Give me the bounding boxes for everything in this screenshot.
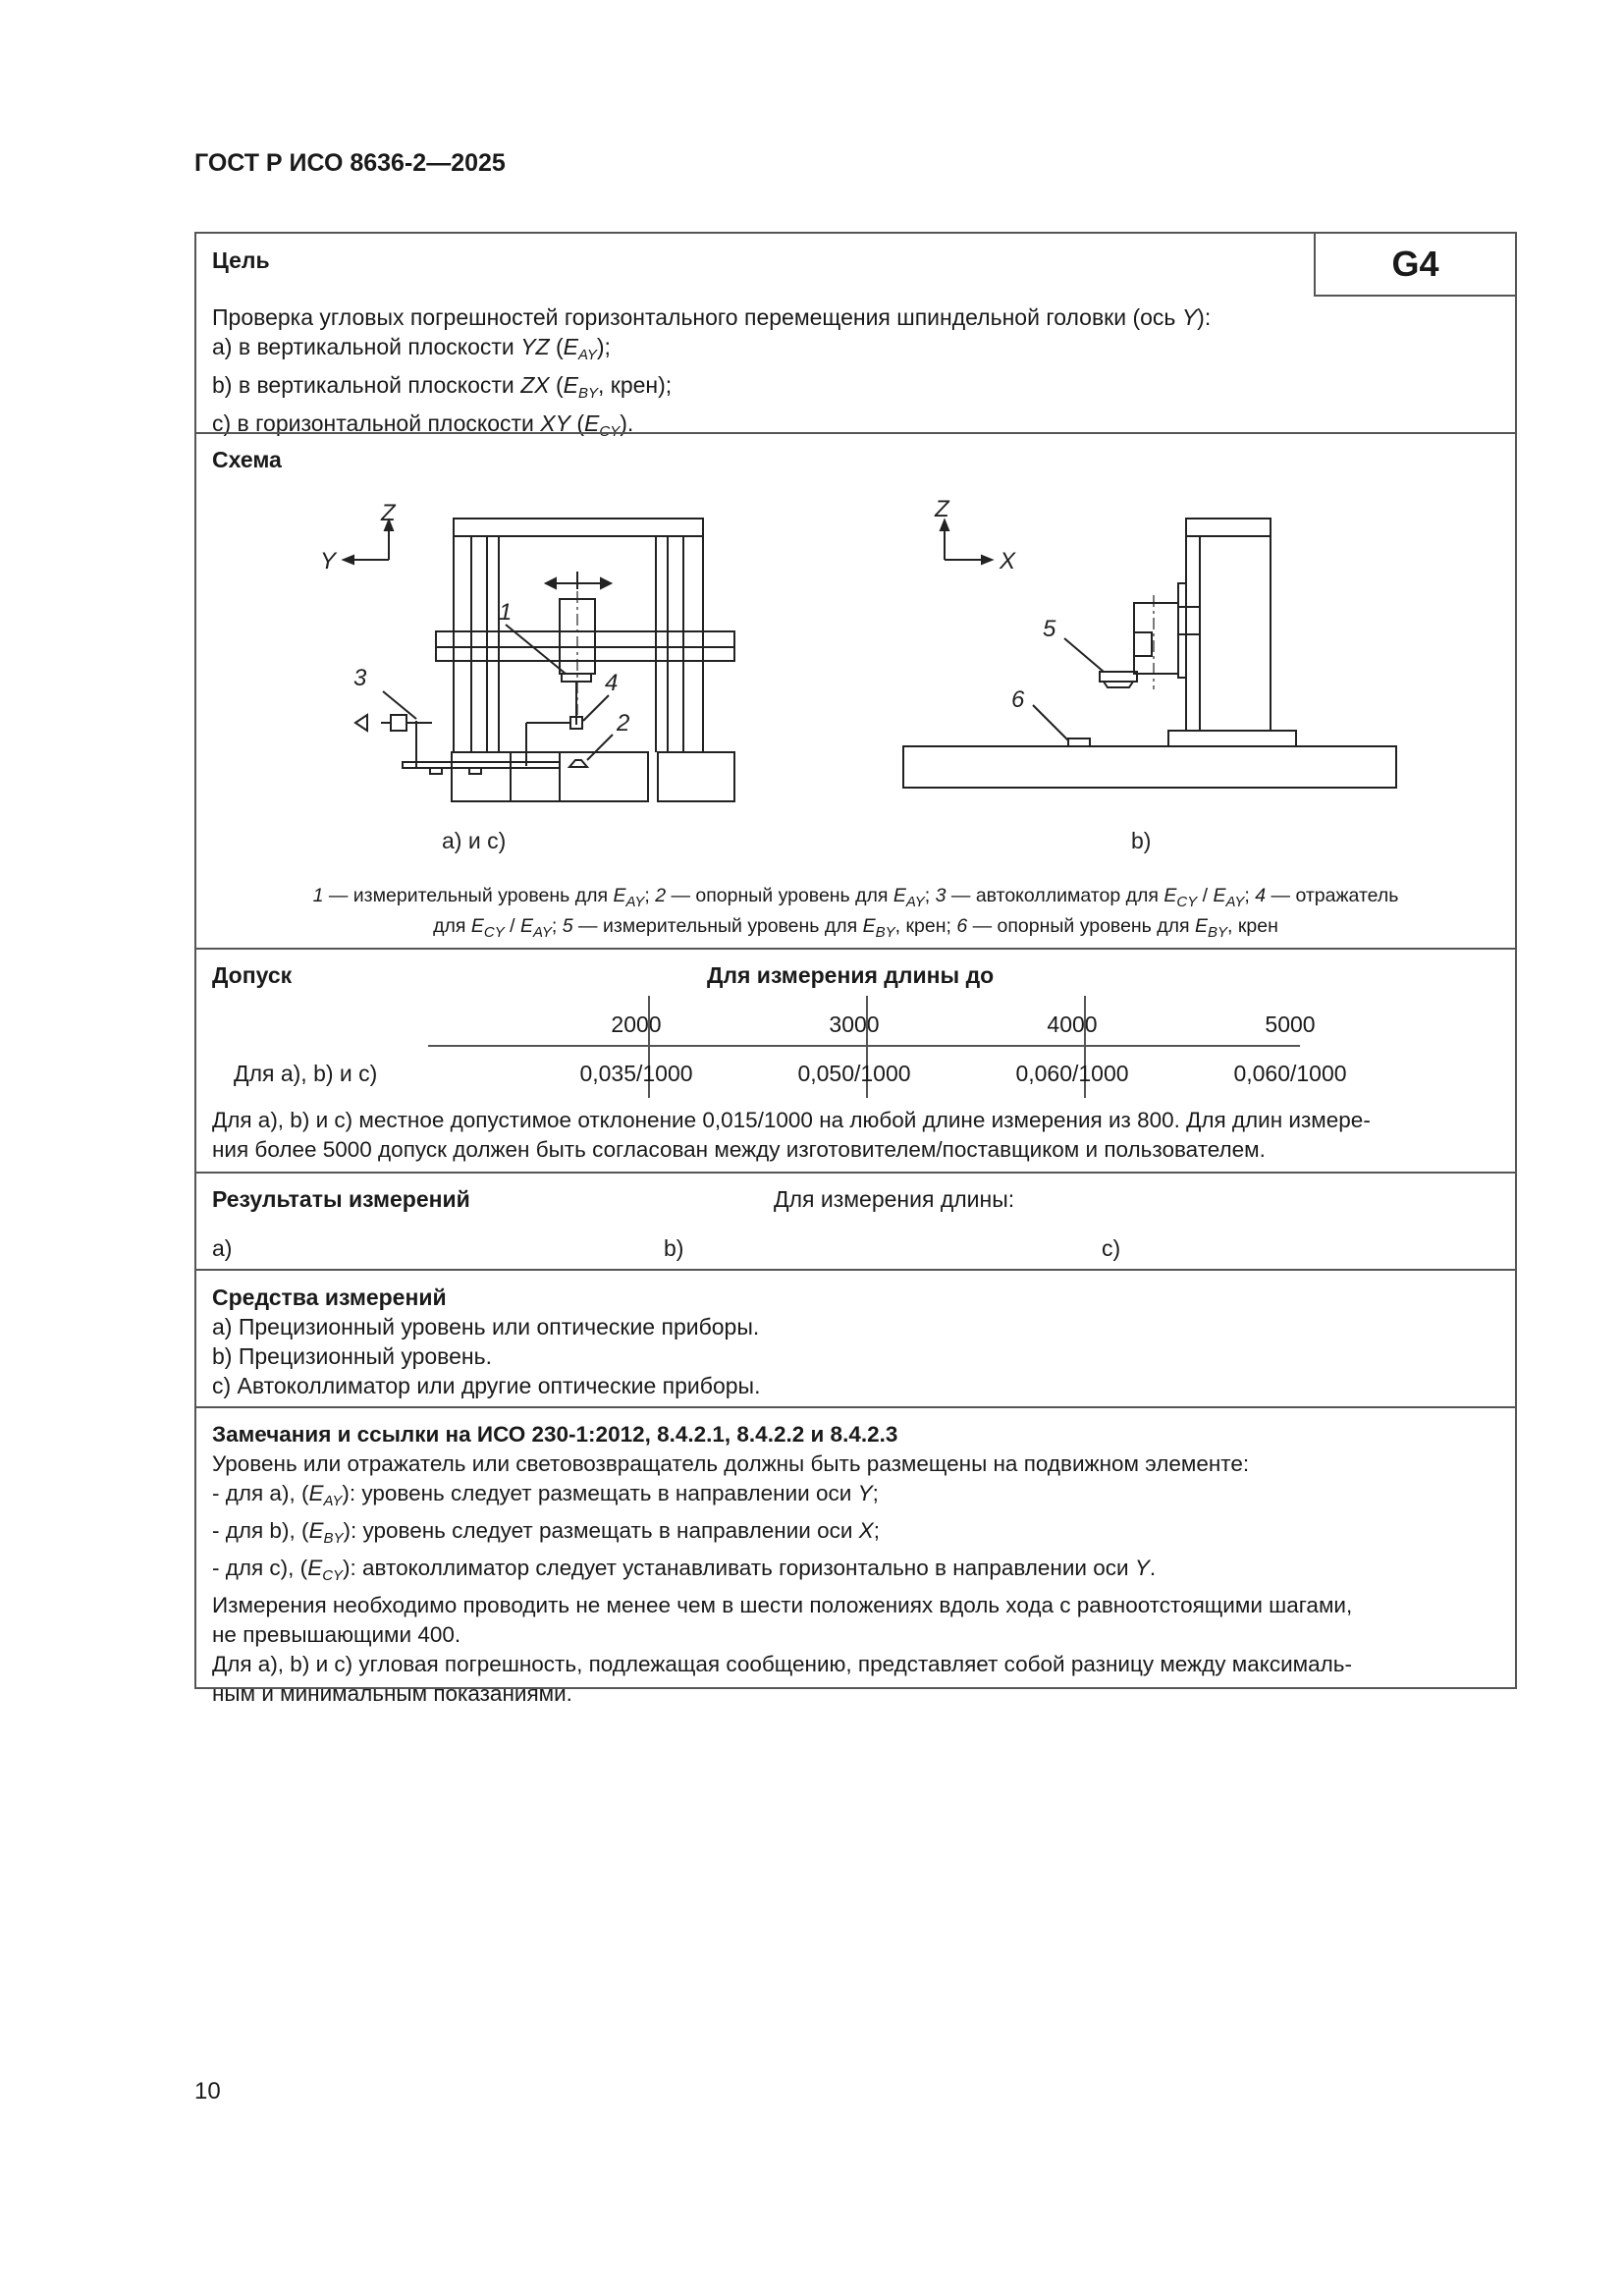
callout-4: 4	[605, 670, 619, 696]
remarks-block: Замечания и ссылки на ИСО 230-1:2012, 8.4.2.1, 8.4.2.2 и 8.4.2.3 Уровень или отражатель или световозвращатель должны быть размещены на подвижном элементе: - для a), $(E_{AY})$: уровень следует размещать в направлении оси Y; - для b), $(E_{BY})$: уровень следует размещать в направлении оси X; - для c), $(E_{CY})$: автоколлиматор следует устанавливать горизонтально в направлении оси Y. Измерения необходимо проводить не менее чем в шести положениях вдоль хода с равноотстоящими шагами, не превышающими 400. Для a), b) и c) угловая погрешность, подлежащая сообщению, представляет собой разницу между максималь- ным и минимальным показаниями.	[212, 1420, 1499, 1709]
divider	[196, 948, 1515, 950]
results-length-label: Для измерения длины:	[774, 1186, 1015, 1212]
remarks-label: Замечания и ссылки на ИСО 230-1:2012, 8.4.2.1, 8.4.2.2 и 8.4.2.3	[212, 1422, 898, 1447]
caption-a-c: a) и c)	[442, 828, 507, 853]
callout-5: 5	[1043, 616, 1056, 642]
instruments-label: Средства измерений	[212, 1285, 447, 1310]
length-2000: 2000	[611, 1011, 662, 1037]
instruments-block	[212, 1283, 1499, 1400]
instrument-b: b) Прецизионный уровень.	[212, 1343, 492, 1369]
gantry-machine-drawing	[355, 519, 734, 801]
test-sheet-frame	[194, 232, 1517, 1706]
table-rule	[428, 1045, 1300, 1047]
length-5000: 5000	[1265, 1011, 1316, 1037]
tolerance-value: 0,060/1000	[1015, 1061, 1129, 1086]
tolerance-row-label: Для a), b) и c)	[234, 1061, 378, 1086]
results-label: Результаты измерений	[212, 1186, 470, 1212]
axis-z-label-b: Z	[935, 496, 949, 522]
tolerance-note: Для a), b) и c) местное допустимое отклонение 0,015/1000 на любой длине измерения из 800. Для длин измере- ния более 5000 допуск должен быть согласован между изготовителем/поставщиком и пользователем.	[212, 1108, 1371, 1162]
axis-x-label: X	[1000, 548, 1016, 574]
remark-a: - для a), $(E_{AY})$: уровень следует размещать в направлении оси Y;	[212, 1481, 879, 1509]
scheme-label: Схема	[212, 447, 282, 472]
tolerance-value: 0,060/1000	[1233, 1061, 1347, 1086]
length-3000: 3000	[829, 1011, 880, 1037]
document-header: ГОСТ Р ИСО 8636-2—2025	[194, 149, 506, 177]
instrument-a: a) Прецизионный уровень или оптические приборы.	[212, 1314, 760, 1339]
callout-3: 3	[353, 665, 367, 691]
goal-text	[212, 302, 1499, 447]
tolerance-value: 0,035/1000	[579, 1061, 693, 1086]
tolerance-value: 0,050/1000	[797, 1061, 911, 1086]
goal-label: Цель	[212, 247, 270, 273]
axis-y-label: Y	[320, 548, 337, 574]
test-code-box	[1314, 234, 1515, 297]
goal-item-b: b) в вертикальной плоскости ZX ($E_{BY}$, крен);	[212, 372, 673, 402]
divider	[196, 1172, 1515, 1174]
callout-2: 2	[617, 710, 630, 737]
scheme-legend: 1 — измерительный уровень для $E_{AY}$; 2 — опорный уровень для $E_{AY}$; 3 — автоколлиматор для $E_{CY} / E_{AY}$; 4 — отражатель для $E_{CY} / E_{AY}$; 5 — измерительный уровень для $E_{BY}$, крен; 6 — опорный уровень для $E_{BY}$, крен	[312, 885, 1399, 941]
callout-6: 6	[1011, 686, 1025, 713]
axis-z-label-a: Z	[381, 500, 396, 526]
test-code: G4	[1391, 244, 1439, 284]
axes-yz	[344, 520, 393, 564]
axes-zx	[941, 520, 992, 564]
divider	[196, 1406, 1515, 1408]
results-a: a)	[212, 1235, 233, 1261]
remark-b: - для b), $(E_{BY})$: уровень следует размещать в направлении оси X;	[212, 1518, 880, 1547]
length-4000: 4000	[1047, 1011, 1098, 1037]
scheme-diagram	[196, 489, 1515, 902]
tolerance-title: Для измерения длины до	[707, 962, 995, 988]
callout-1: 1	[499, 599, 513, 626]
instrument-c: c) Автоколлиматор или другие оптические приборы.	[212, 1373, 761, 1398]
caption-b: b)	[1131, 828, 1152, 853]
divider	[196, 1269, 1515, 1271]
remark-c: - для c), $(E_{CY})$: автоколлиматор следует устанавливать горизонтально в направлении оси Y.	[212, 1556, 1157, 1584]
divider	[196, 432, 1515, 434]
page-number: 10	[194, 2078, 221, 2105]
goal-item-a: a) в вертикальной плоскости YZ $(E_{AY})$;	[212, 334, 611, 363]
tolerance-label: Допуск	[212, 962, 293, 988]
goal-item-c: c) в горизонтальной плоскости XY $(E_{CY})$.	[212, 410, 634, 440]
results-c: c)	[1102, 1235, 1121, 1261]
goal-intro: Проверка угловых погрешностей горизонтального перемещения шпиндельной головки (ось Y):	[212, 304, 1212, 330]
results-b: b)	[664, 1235, 684, 1261]
